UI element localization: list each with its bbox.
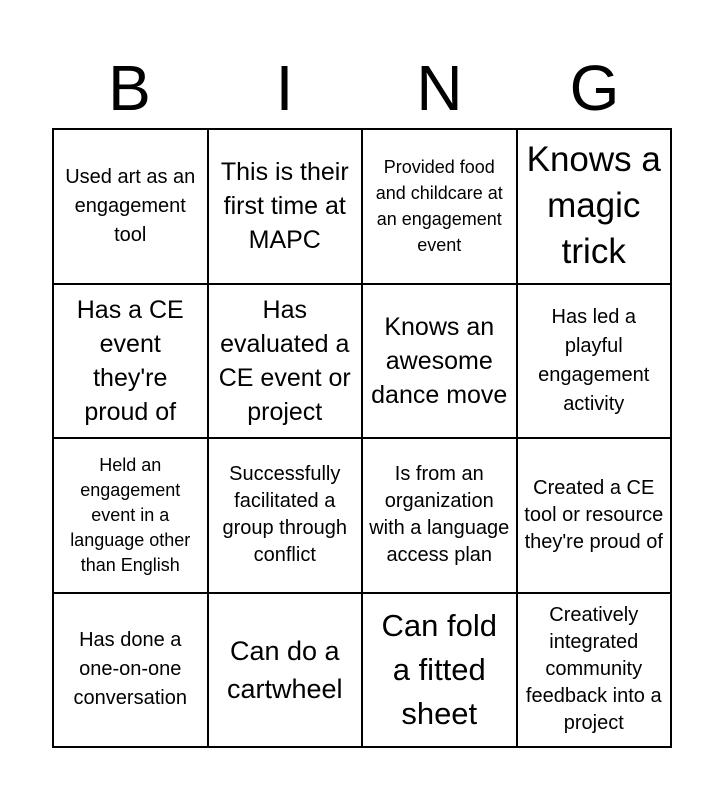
bingo-cell[interactable] xyxy=(518,285,673,440)
bingo-header xyxy=(52,48,672,128)
cell-text: This is their first time at MAPC xyxy=(220,158,349,255)
cell-text: Creatively integrated community feedback into a project xyxy=(525,604,662,735)
cell-text: Can fold a fitted sheet xyxy=(381,607,497,731)
cell-text: Provided food and childcare at an engagement event xyxy=(375,157,503,256)
bingo-cell[interactable] xyxy=(54,594,209,749)
cell-text: Created a CE tool or resource they're proud of xyxy=(524,476,664,553)
cell-text: Knows an awesome dance move xyxy=(371,312,508,409)
cell-text: Has a CE event they're proud of xyxy=(76,295,184,426)
bingo-cell[interactable] xyxy=(209,130,364,285)
cell-text: Held an engagement event in a language other than English xyxy=(70,454,191,575)
bingo-cell[interactable] xyxy=(54,285,209,440)
bingo-cell[interactable] xyxy=(518,130,673,285)
bingo-cell[interactable] xyxy=(209,285,364,440)
cell-text: Is from an organization with a language access plan xyxy=(369,463,510,567)
bingo-cell[interactable] xyxy=(363,439,518,594)
bingo-cell[interactable] xyxy=(209,439,364,594)
bingo-cell[interactable] xyxy=(518,439,673,594)
bingo-cell[interactable] xyxy=(54,130,209,285)
bingo-cell[interactable] xyxy=(363,594,518,749)
bingo-cell[interactable] xyxy=(518,594,673,749)
bingo-cell[interactable] xyxy=(209,594,364,749)
header-letter-b: B xyxy=(108,52,151,124)
cell-text: Has led a playful engagement activity xyxy=(538,305,650,415)
cell-text: Has evaluated a CE event or project xyxy=(218,295,351,426)
cell-text: Knows a magic trick xyxy=(526,140,661,272)
bingo-grid xyxy=(52,128,672,748)
bingo-cell[interactable] xyxy=(54,439,209,594)
header-letter-g: G xyxy=(569,52,620,124)
bingo-cell[interactable] xyxy=(363,130,518,285)
header-letter-n: N xyxy=(416,52,463,124)
cell-text: Used art as an engagement tool xyxy=(65,165,196,246)
cell-text: Has done a one-on-one conversation xyxy=(73,629,187,710)
bingo-cell[interactable] xyxy=(363,285,518,440)
cell-text: Successfully facilitated a group through conflict xyxy=(222,463,348,567)
header-letter-i: I xyxy=(275,52,294,124)
cell-text: Can do a cartwheel xyxy=(226,635,343,704)
